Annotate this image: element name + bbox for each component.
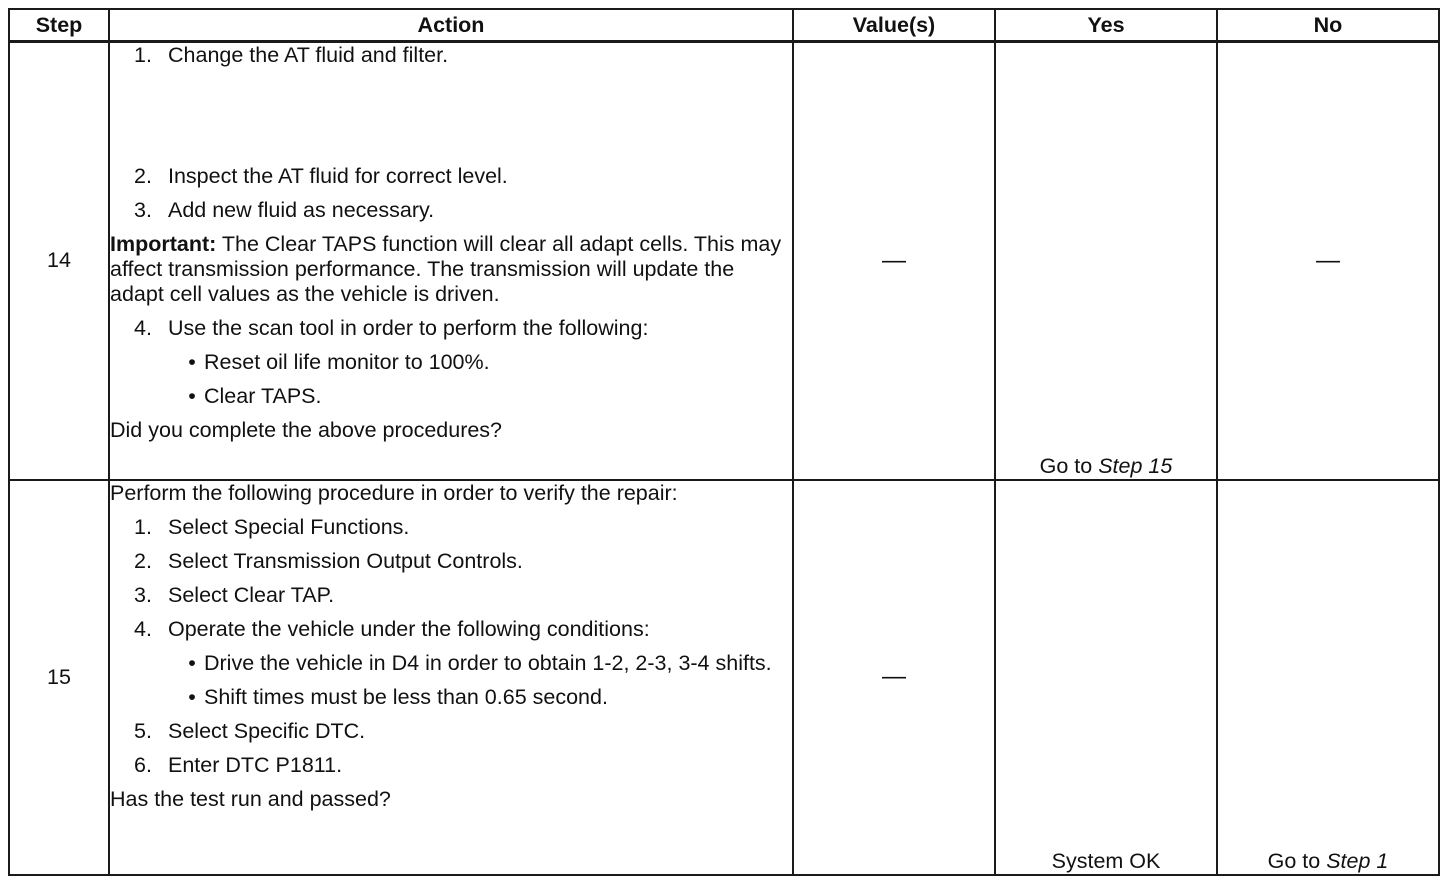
question-text: Has the test run and passed? (110, 786, 391, 811)
bullet-item: • Drive the vehicle in D4 in order to obtain 1-2, 2-3, 3-4 shifts. (110, 651, 792, 676)
header-no: No (1217, 9, 1439, 42)
header-action: Action (109, 9, 793, 42)
system-ok-text: System OK (1051, 848, 1161, 873)
action-cell (109, 480, 793, 875)
question-text: Did you complete the above procedures? (110, 418, 503, 442)
header-yes: Yes (995, 9, 1217, 42)
bullet-item: • Reset oil life monitor to 100%. (110, 350, 792, 375)
bullet-item: • Clear TAPS. (110, 384, 792, 409)
important-text: The Clear TAPS function will clear all adapt cells. This may affect transmission performance. The transmission will update the adapt cell values as the vehicle is driven. (110, 232, 782, 306)
yes-prefix: Go to (1039, 453, 1099, 478)
list-item: 1. Select Special Functions. (134, 514, 410, 539)
list-item: 4. Use the scan tool in order to perform the following: (134, 316, 649, 340)
intro-text: Perform the following procedure in order to verify the repair: (110, 480, 678, 505)
list-item: 6. Enter DTC P1811. (134, 752, 343, 777)
value-cell: — (793, 480, 995, 875)
header-step: Step (9, 9, 109, 42)
step-number: 14 (9, 42, 109, 480)
goto-step-link[interactable]: Step 1 (1326, 848, 1389, 873)
table-row-step-15 (9, 480, 1439, 875)
no-prefix: Go to (1267, 848, 1327, 873)
value-cell: — (793, 42, 995, 480)
goto-step-link[interactable]: Step 15 (1098, 453, 1173, 478)
important-label: Important: (110, 232, 217, 256)
action-cell (109, 42, 793, 480)
diagnostic-table (8, 8, 1440, 876)
list-item: 1. Change the AT fluid and filter. (134, 43, 449, 67)
table-row-step-14 (9, 42, 1439, 480)
yes-cell (995, 480, 1217, 875)
no-cell: — (1217, 42, 1439, 480)
list-item: 3. Select Clear TAP. (134, 582, 335, 607)
header-values: Value(s) (793, 9, 995, 42)
bullet-item: • Shift times must be less than 0.65 second. (110, 685, 792, 710)
bullet-icon: • (188, 684, 196, 709)
bullet-icon: • (188, 650, 196, 675)
no-cell (1217, 480, 1439, 875)
yes-cell (995, 42, 1217, 480)
important-note (110, 232, 792, 307)
header-row (9, 9, 1439, 42)
list-item: 3. Add new fluid as necessary. (134, 198, 435, 222)
list-item: 2. Inspect the AT fluid for correct level. (134, 164, 508, 188)
bullet-icon: • (188, 384, 196, 408)
list-item: 5. Select Specific DTC. (134, 718, 366, 743)
list-item: 2. Select Transmission Output Controls. (134, 548, 523, 573)
bullet-icon: • (188, 350, 196, 374)
list-item: 4. Operate the vehicle under the following conditions: (134, 616, 650, 641)
step-number: 15 (9, 480, 109, 875)
